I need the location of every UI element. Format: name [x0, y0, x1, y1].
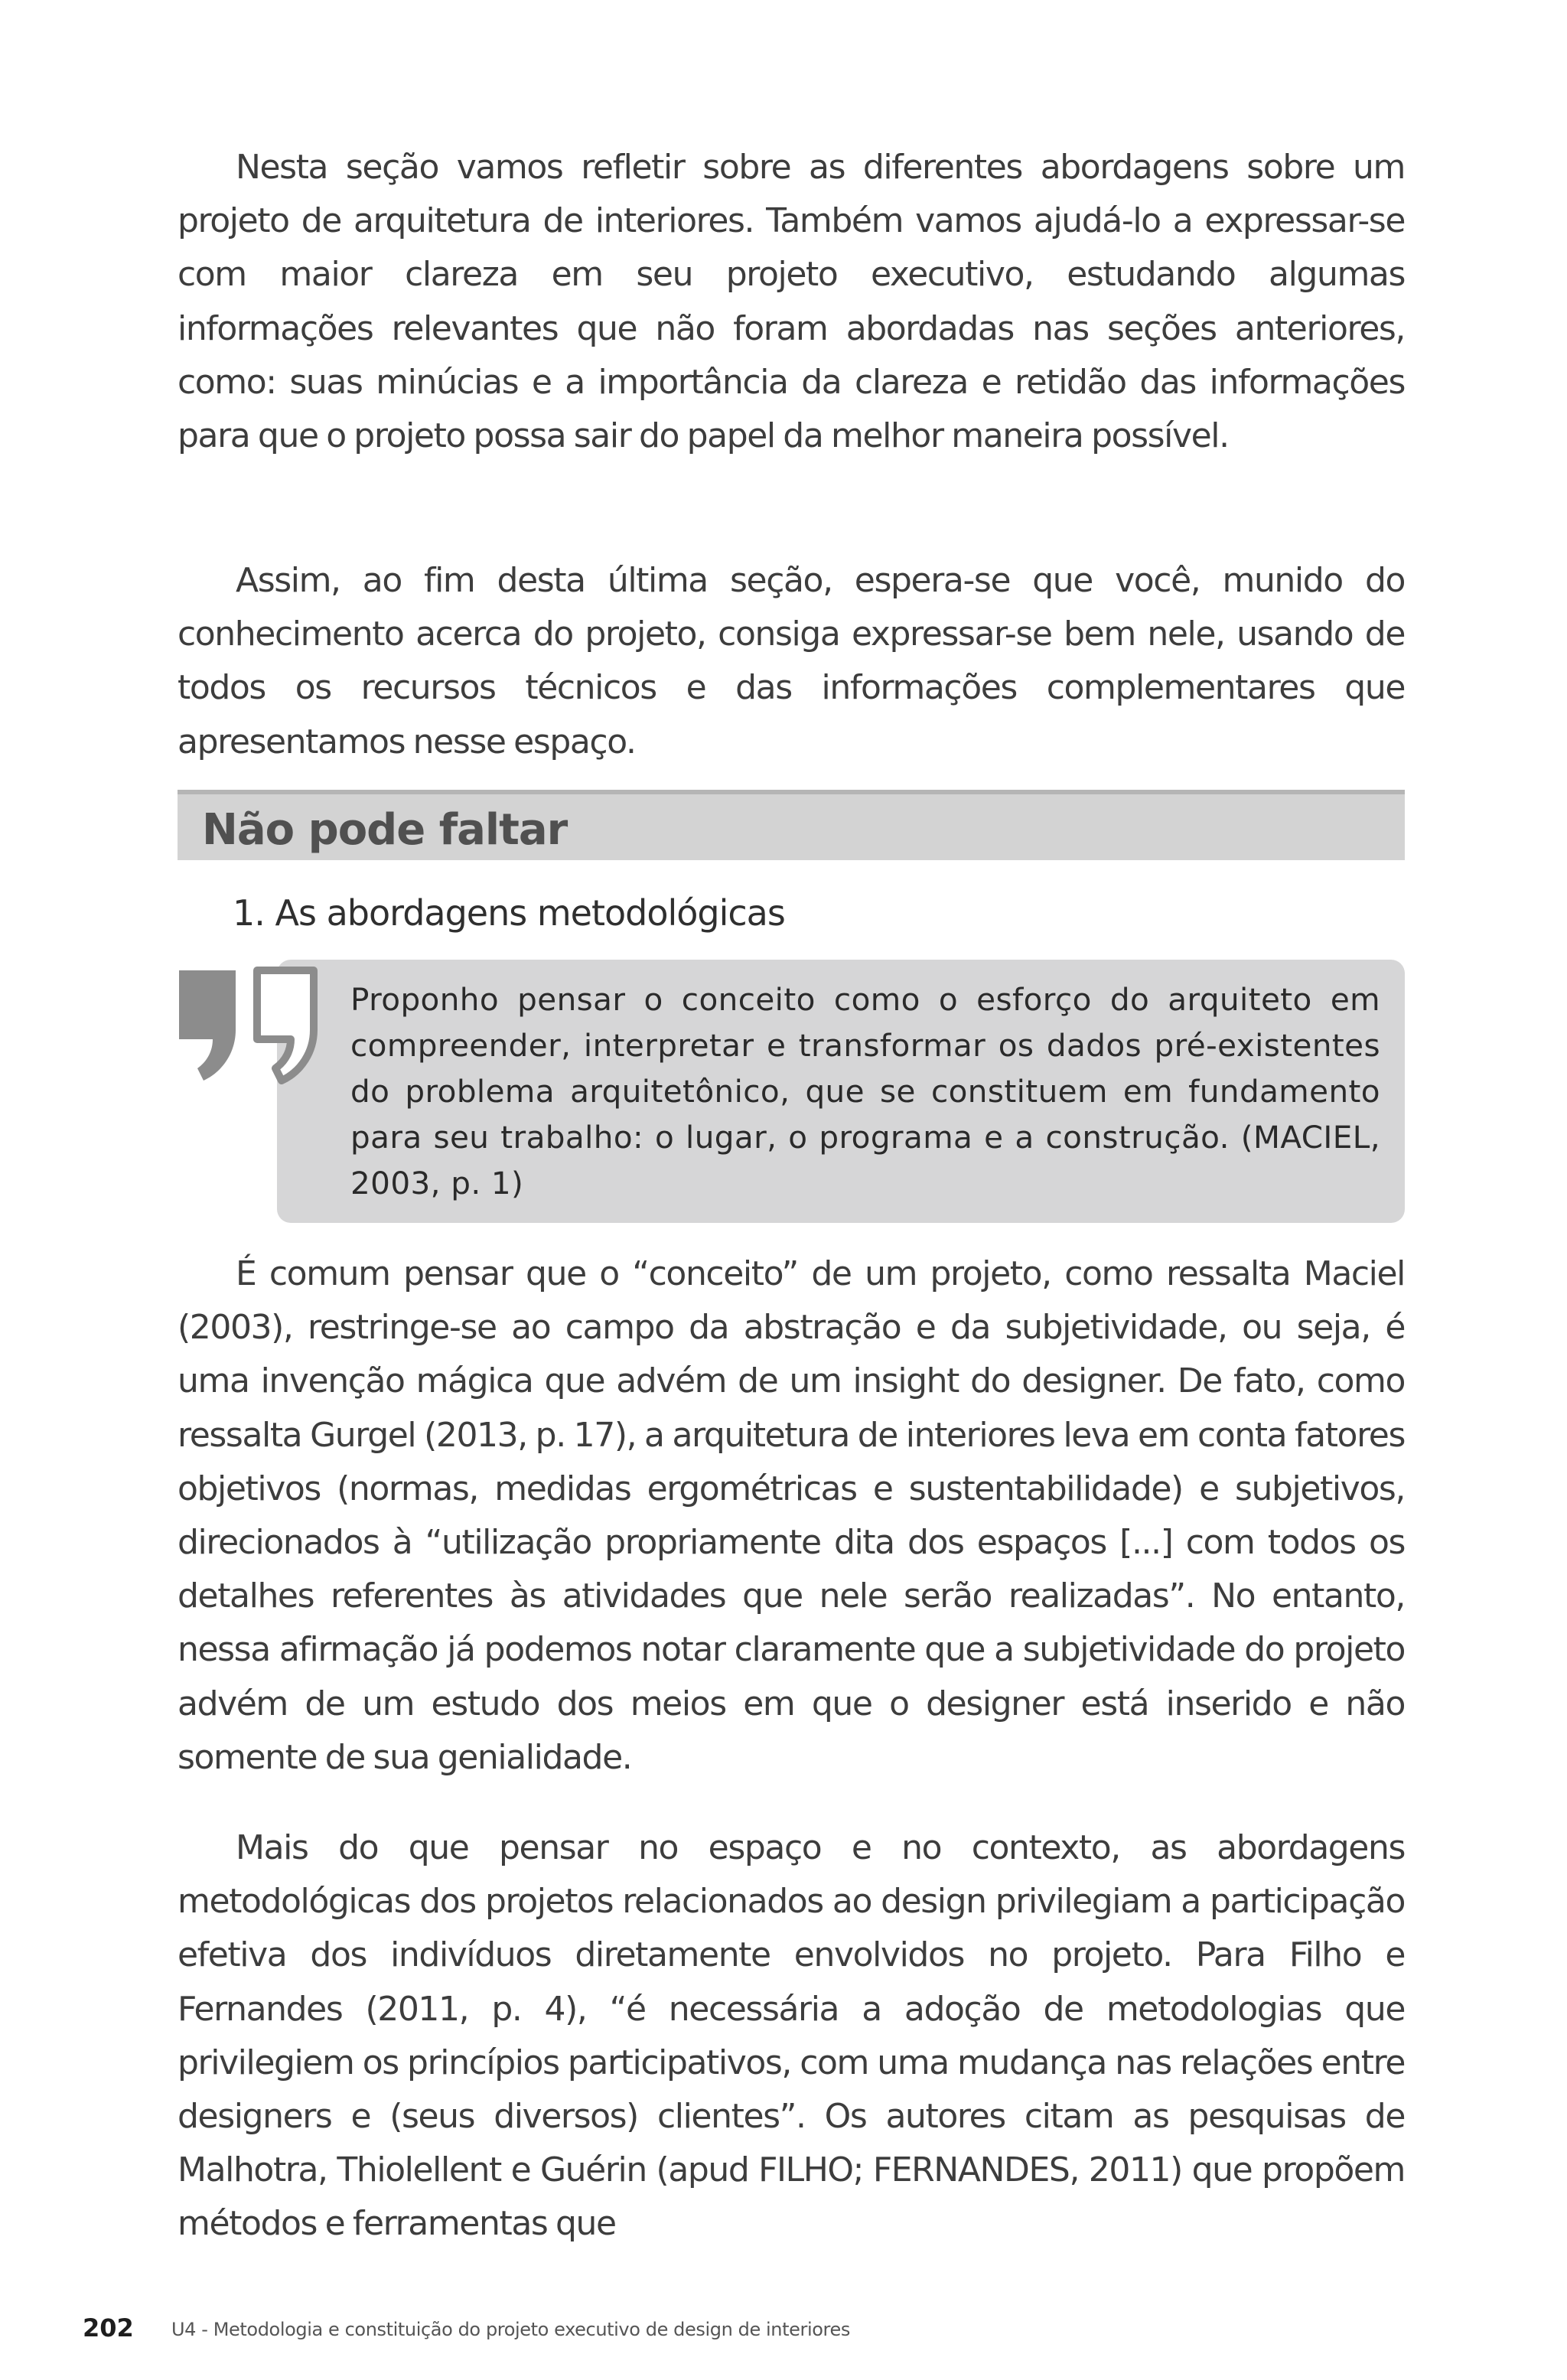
section-title: Não pode faltar	[202, 805, 568, 855]
quote-box	[277, 960, 1405, 1223]
quotation-mark-icon	[174, 966, 327, 1088]
intro-paragraph: Nesta seção vamos refletir sobre as diferentes abordagens sobre um projeto de arquitetura de interiores. Também vamos ajudá-lo a expressar-se com maior clareza em seu projeto executivo, estudando algumas informações relevantes que não foram abordadas nas seções anteriores, como: suas minúcias e a importância da clareza e retidão das informações para que o projeto possa sair do papel da melhor maneira possível.	[178, 148, 1405, 456]
methodology-paragraph: Mais do que pensar no espaço e no contexto, as abordagens metodológicas dos projetos relacionados ao design privilegiam a participação efetiva dos indivíduos diretamente envolvidos no projeto. Para Filho e Fernandes (2011, p. 4), “é necessária a adoção de metodologias que privilegiem os princípios participativos, com uma mudança nas relações entre designers e (seus diversos) clientes”. Os autores citam as pesquisas de Malhotra, Thiolellent e Guérin (apud FILHO; FERNANDES, 2011) que propõem métodos e ferramentas que	[178, 1828, 1405, 2244]
subsection-heading: 1. As abordagens metodológicas	[233, 892, 785, 934]
page-number: 202	[83, 2313, 134, 2343]
section-header-bar	[178, 790, 1405, 860]
quote-text: Proponho pensar o conceito como o esforço do arquiteto em compreender, interpretar e transformar os dados pré-existentes do problema arquitetônico, que se constituem em fundamento para seu trabalho: o lugar, o programa e a construção. (MACIEL, 2003, p. 1)	[350, 981, 1380, 1201]
running-footer-title: U4 - Metodologia e constituição do projeto executivo de design de interiores	[171, 2319, 850, 2340]
concept-paragraph: É comum pensar que o “conceito” de um projeto, como ressalta Maciel (2003), restringe-se ao campo da abstração e da subjetividade, ou seja, é uma invenção mágica que advém de um insight do designer. De fato, como ressalta Gurgel (2013, p. 17), a arquitetura de interiores leva em conta fatores objetivos (normas, medidas ergométricas e sustentabilidade) e subjetivos, direcionados à “utilização propriamente dita dos espaços [...] com todos os detalhes referentes às atividades que nele serão realizadas”. No entanto, nessa afirmação já podemos notar claramente que a subjetividade do projeto advém de um estudo dos meios em que o designer está inserido e não somente de sua genialidade.	[178, 1254, 1405, 1777]
objective-paragraph: Assim, ao fim desta última seção, espera-se que você, munido do conhecimento acerca do projeto, consiga expressar-se bem nele, usando de todos os recursos técnicos e das informações complementares que apresentamos nesse espaço.	[178, 561, 1405, 761]
